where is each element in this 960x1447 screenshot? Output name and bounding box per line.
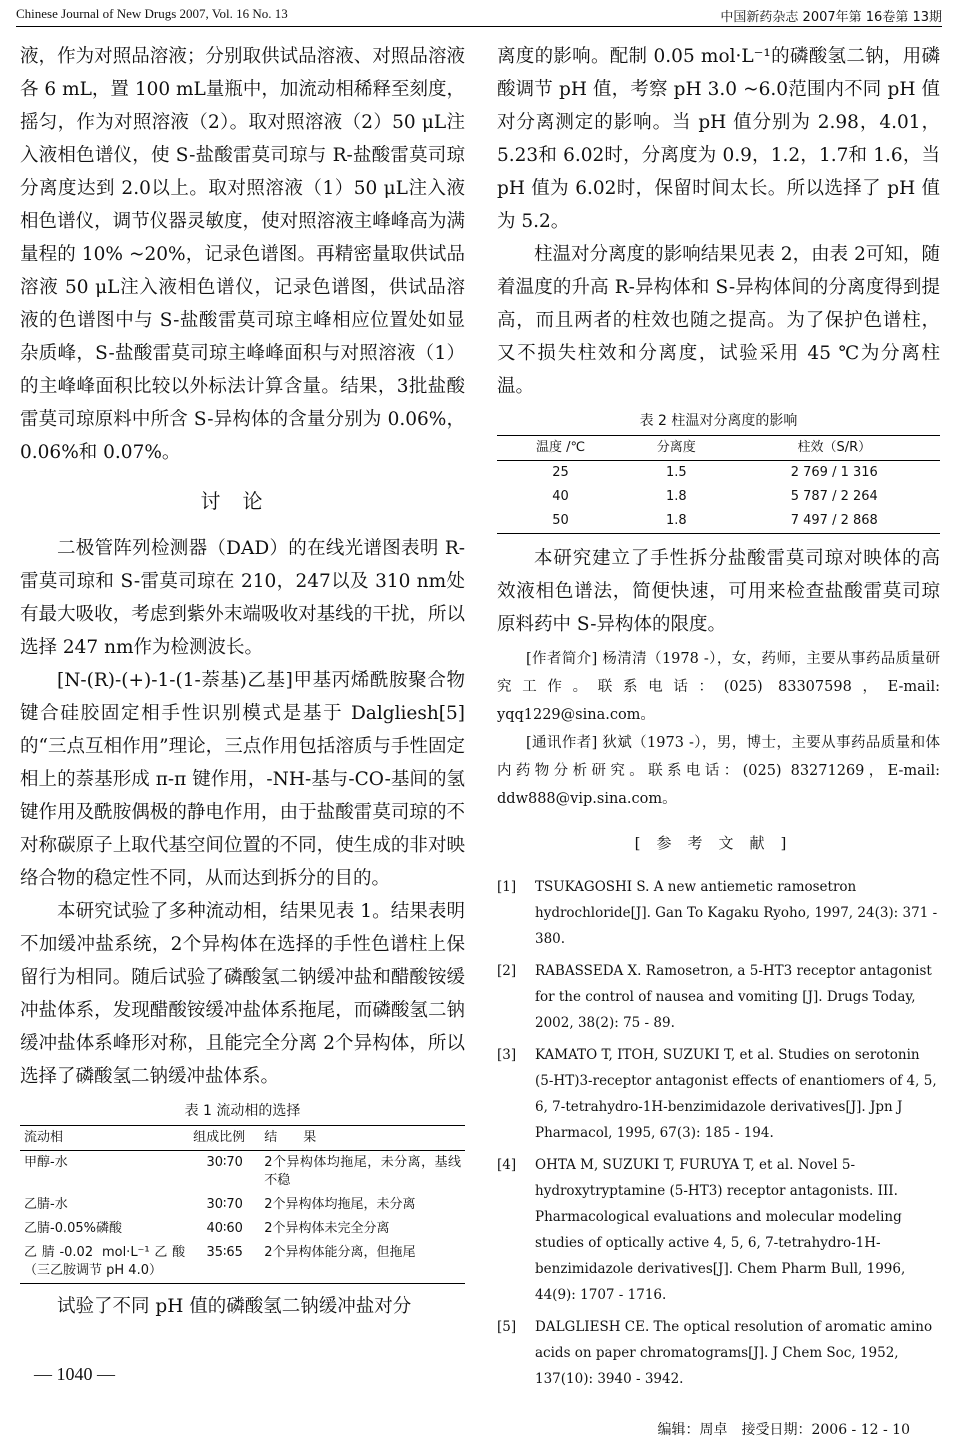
table-header-row — [497, 436, 940, 461]
table1 — [20, 1125, 465, 1284]
table-cell: 乙腈-水 — [24, 1197, 68, 1212]
references-title: [参考文献] — [634, 834, 803, 852]
table2 — [497, 435, 940, 534]
column-header: 柱效（S/R） — [729, 436, 940, 461]
table-row — [497, 461, 940, 486]
reference-number: [4] — [497, 1157, 517, 1173]
table-cell: 30∶70 — [206, 1197, 243, 1212]
paragraph: 本研究试验了多种流动相，结果见表 1。结果表明不加缓冲盐系统，2个异构体在选择的手性色谱柱上保留行为相同。随后试验了磷酸氢二钠缓冲盐和醋酸铵缓冲盐体系，发现醋酸铵缓冲盐体系拖尾，而磷酸氢二钠缓冲盐体系峰形对称，且能完全分离 2个异构体，所以选择了磷酸氢二钠缓冲盐体系。 — [20, 901, 465, 1087]
reference-text: TSUKAGOSHI S. A new antiemetic ramosetron hydrochloride[J]. Gan To Kagaku Ryoho, 1997, 24(3): 371 - 380. — [535, 879, 938, 947]
table-cell: 2个异构体均拖尾，未分离 — [264, 1197, 416, 1212]
table-cell: 40∶60 — [206, 1221, 243, 1236]
left-column — [20, 40, 465, 1323]
reference-item — [497, 1152, 940, 1308]
table-row — [20, 1193, 465, 1217]
column-header: 结 果 — [260, 1126, 465, 1151]
table-cell: 25 — [552, 465, 569, 480]
table-cell: 1.8 — [665, 513, 687, 528]
section-title-discussion: 讨论 — [200, 489, 285, 513]
author-bio: [作者简介] 杨清清（1978 -），女，药师，主要从事药品质量研究工作。联系电话：(025) 83307598，E-mail: yqq1229@sina.com。 — [497, 651, 940, 723]
reference-number: [2] — [497, 963, 517, 979]
journal-name-en: Chinese Journal of New Drugs 2007, Vol. 16 No. 13 — [16, 6, 288, 21]
editor-and-date: 编辑：周卓 接受日期：2006 - 12 - 10 — [657, 1422, 910, 1438]
reference-text: DALGLIESH CE. The optical resolution of aromatic amino acids on paper chromatograms[J]. J Chem Soc, 1952, 137(10): 3940 - 3942. — [535, 1319, 933, 1387]
table-cell: 乙腈-0.05%磷酸 — [24, 1221, 122, 1236]
reference-number: [5] — [497, 1319, 517, 1335]
paragraph: 本研究建立了手性拆分盐酸雷莫司琼对映体的高效液相色谱法，简便快速，可用来检查盐酸雷莫司琼原料药中 S-异构体的限度。 — [497, 548, 940, 635]
column-header: 分离度 — [624, 436, 729, 461]
table-cell: 2个异构体均拖尾，未分离，基线不稳 — [264, 1155, 461, 1188]
table-row — [497, 485, 940, 509]
table-cell: 2个异构体未完全分离 — [264, 1221, 390, 1236]
paragraph: 液，作为对照品溶液；分别取供试品溶液、对照品溶液各 6 mL，置 100 mL量瓶中，加流动相稀释至刻度，摇匀，作为对照溶液（2）。取对照溶液（2）50 μL注入液相色谱仪，使 S-盐酸雷莫司琼与 R-盐酸雷莫司琼分离度达到 2.0以上。取对照溶液（1）50 μL注入液相色谱仪，调节仪器灵敏度，使对照溶液主峰峰高为满量程的 10% ~20%，记录色谱图。再精密量取供试品溶液 50 μL注入液相色谱仪，记录色谱图，供试品溶液的色谱图中与 S-盐酸雷莫司琼主峰相应位置处如显杂质峰，S-盐酸雷莫司琼主峰峰面积与对照溶液（1）的主峰峰面积比较以外标法计算含量。结果，3批盐酸雷莫司琼原料中所含 S-异构体的含量分别为 0.06%，0.06%和 0.07%。 — [20, 46, 465, 463]
reference-text: KAMATO T, ITOH, SUZUKI T, et al. Studies on serotonin (5-HT)3-receptor antagonist effects of enantiomers of 4, 5, 6, 7-tetrahydro-1H-benzimidazole derivatives[J]. Jpn J Pharmacol, 1995, 67(3): 185 - 194. — [535, 1047, 937, 1141]
reference-item — [497, 958, 940, 1036]
column-header: 组成比例 — [189, 1126, 260, 1151]
table-header-row — [20, 1126, 465, 1151]
table-row — [20, 1241, 465, 1284]
running-header — [16, 4, 942, 27]
paragraph: 柱温对分离度的影响结果见表 2，由表 2可知，随着温度的升高 R-异构体和 S-异构体间的分离度得到提高，而且两者的柱效也随之提高。为了保护色谱柱，又不损失柱效和分离度，试验采用 45 ℃为分离柱温。 — [497, 244, 940, 397]
reference-number: [1] — [497, 879, 517, 895]
table-cell: 5 787 / 2 264 — [790, 489, 878, 504]
table-cell: 7 497 / 2 868 — [790, 513, 878, 528]
paragraph: 试验了不同 pH 值的磷酸氢二钠缓冲盐对分 — [57, 1296, 412, 1317]
table2-caption: 表 2 柱温对分离度的影响 — [639, 413, 798, 429]
reference-item — [497, 874, 940, 952]
reference-number: [3] — [497, 1047, 517, 1063]
reference-list — [497, 874, 940, 1392]
table-row — [20, 1217, 465, 1241]
table-cell: 2 769 / 1 316 — [790, 465, 878, 480]
table-cell: 乙腈-0.02 mol·L⁻¹乙酸（三乙胺调节 pH 4.0） — [24, 1245, 186, 1278]
reference-text: OHTA M, SUZUKI T, FURUYA T, et al. Novel 5-hydroxytryptamine (5-HT3) receptor antagonists. III. Pharmacological evaluations and molecular modeling studies of optically active 4, 5, 6, 7-tetrahydro-1H-benzimidazole derivatives[J]. Chem Pharm Bull, 1996, 44(9): 1707 - 1716. — [535, 1157, 906, 1303]
page-number: — 1040 — — [34, 1364, 115, 1384]
table-cell: 30∶70 — [206, 1155, 243, 1170]
table-cell: 1.8 — [665, 489, 687, 504]
reference-item — [497, 1314, 940, 1392]
corresponding-author-bio: [通讯作者] 狄斌（1973 -），男，博士，主要从事药品质量和体内药物分析研究。联系电话：(025) 83271269，E-mail: ddw888@vip.sina.com。 — [497, 735, 940, 807]
table-cell: 2个异构体能分离，但拖尾 — [264, 1245, 416, 1260]
table-cell: 50 — [552, 513, 569, 528]
table1-caption: 表 1 流动相的选择 — [184, 1103, 301, 1119]
column-header: 温度 /℃ — [497, 436, 624, 461]
reference-item — [497, 1042, 940, 1146]
table-row — [20, 1151, 465, 1194]
right-column — [497, 40, 940, 1447]
table-cell: 甲醇-水 — [24, 1155, 68, 1170]
journal-name-cn: 中国新药杂志 2007年第 16卷第 13期 — [720, 10, 942, 25]
column-header: 流动相 — [20, 1126, 189, 1151]
table-row — [497, 509, 940, 534]
table-cell: 1.5 — [665, 465, 687, 480]
table-cell: 40 — [552, 489, 569, 504]
table-cell: 35∶65 — [206, 1245, 243, 1260]
paragraph: 离度的影响。配制 0.05 mol·L⁻¹的磷酸氢二钠，用磷酸调节 pH 值，考察 pH 3.0 ~6.0范围内不同 pH 值对分离测定的影响。当 pH 值分别为 2.98，4.01，5.23和 6.02时，分离度为 0.9，1.2，1.7和 1.6，当 pH 值为 6.02时，保留时间太长。所以选择了 pH 值为 5.2。 — [497, 46, 940, 232]
paragraph: 二极管阵列检测器（DAD）的在线光谱图表明 R-雷莫司琼和 S-雷莫司琼在 210，247以及 310 nm处有最大吸收，考虑到紫外末端吸收对基线的干扰，所以选择 247 nm作为检测波长。 — [20, 538, 465, 658]
reference-text: RABASSEDA X. Ramosetron, a 5-HT3 receptor antagonist for the control of nausea and vomiting [J]. Drugs Today, 2002, 38(2): 75 - 89. — [535, 963, 932, 1031]
paragraph: [N-(R)-(+)-1-(1-萘基)乙基]甲基丙烯酰胺聚合物键合硅胶固定相手性识别模式是基于 Dalgliesh[5]的“三点互相作用”理论，三点作用包括溶质与手性固定相上的萘基形成 π-π 键作用，-NH-基与-CO-基间的氢键作用及酰胺偶极的静电作用，由于盐酸雷莫司琼的不对称碳原子上取代基空间位置的不同，使生成的非对映络合物的稳定性不同，从而达到拆分的目的。 — [20, 670, 465, 889]
